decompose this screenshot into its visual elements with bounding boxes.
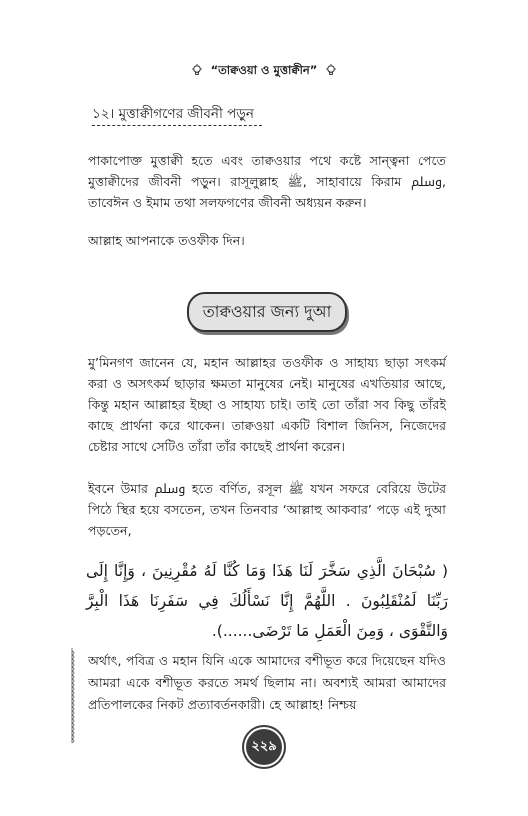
translation-paragraph: অর্থাৎ, পবিত্র ও মহান যিনি একে আমাদের বশীভূত করে দিয়েছেন যদিও আমরা একে বশীভূত করতে সমর্থ ছিলাম না। অবশ্যই আমরা আমাদের প্রতিপালকের নিকট প্রত্যাবর্তনকারী। হে আল্লাহ! নিশ্চয় <box>88 653 446 712</box>
paragraph-hadith-intro: ইবনে উমার ﷸ হতে বর্ণিত, রসূল ﷺ যখন সফরে বেরিয়ে উটের পিঠে স্থির হয়ে বসতেন, তখন তিনবার ‘আল্লাহু আকবার’ পড়ে এই দুআ পড়তেন, <box>88 481 447 538</box>
lightbulb-icon <box>191 64 203 76</box>
lightbulb-icon <box>325 64 337 76</box>
header-title: “তাক্বওয়া ও মুত্তাক্বীন” <box>210 63 318 77</box>
decorative-border-icon <box>70 648 78 743</box>
paragraph-believers: মু’মিনগণ জানেন যে, মহান আল্লাহর তওফীক ও সাহায্য ছাড়া সৎকর্ম করা ও অসৎকর্ম ছাড়ার ক্ষমতা মানুষের নেই। মানুষের এখতিয়ার আছে, কিন্তু মহান আল্লাহর ইচ্ছা ও সাহায্য চাই। তাই তো তাঁরা সব কিছু তাঁরই কাছে প্রার্থনা করে থাকেন। তাক্বওয়া একটি বিশাল জিনিস, নিজেদের চেষ্টার সাথে সেটিও তাঁরা তাঁর কাছেই প্রার্থনা করেন। <box>88 355 446 454</box>
dua-title-box <box>187 292 347 332</box>
paragraph-read-biographies: পাকাপোক্ত মুত্তাক্বী হতে এবং তাক্বওয়ার পথে কষ্টে সান্ত্বনা পেতে মুত্তাক্বীদের জীবনী পড়ুন। রাসূলুল্লাহ ﷺ, সাহাবায়ে কিরাম ﷸ, তাবেঈন ও ইমাম তথা সলফগণের জীবনী অধ্যয়ন করুন। <box>88 153 446 210</box>
arabic-dua: ( سُبْحَانَ الَّذِي سَخَّرَ لَنَا هَذَا وَمَا كُنَّا لَهُ مُقْرِنِينَ ، وَإِنَّا إِلَى رَبِّنَا لَمُنْقَلِبُونَ . اللَّهُمَّ إِنَّا نَسْأَلُكَ فِي سَفَرِنَا هَذَا الْبِرَّ وَالتَّقْوَى ، وَمِنَ الْعَمَلِ مَا تَرْضَى......). <box>86 562 448 640</box>
dua-title: তাক্বওয়ার জন্য দুআ <box>202 301 332 321</box>
running-header <box>0 62 528 81</box>
heading-underline <box>92 125 262 126</box>
section-heading: ১২। মুত্তাক্বীগণের জীবনী পড়ুন <box>92 106 254 122</box>
page-number: ২২৯ <box>246 729 282 765</box>
paragraph-blessing: আল্লাহ আপনাকে তওফীক দিন। <box>88 233 245 248</box>
